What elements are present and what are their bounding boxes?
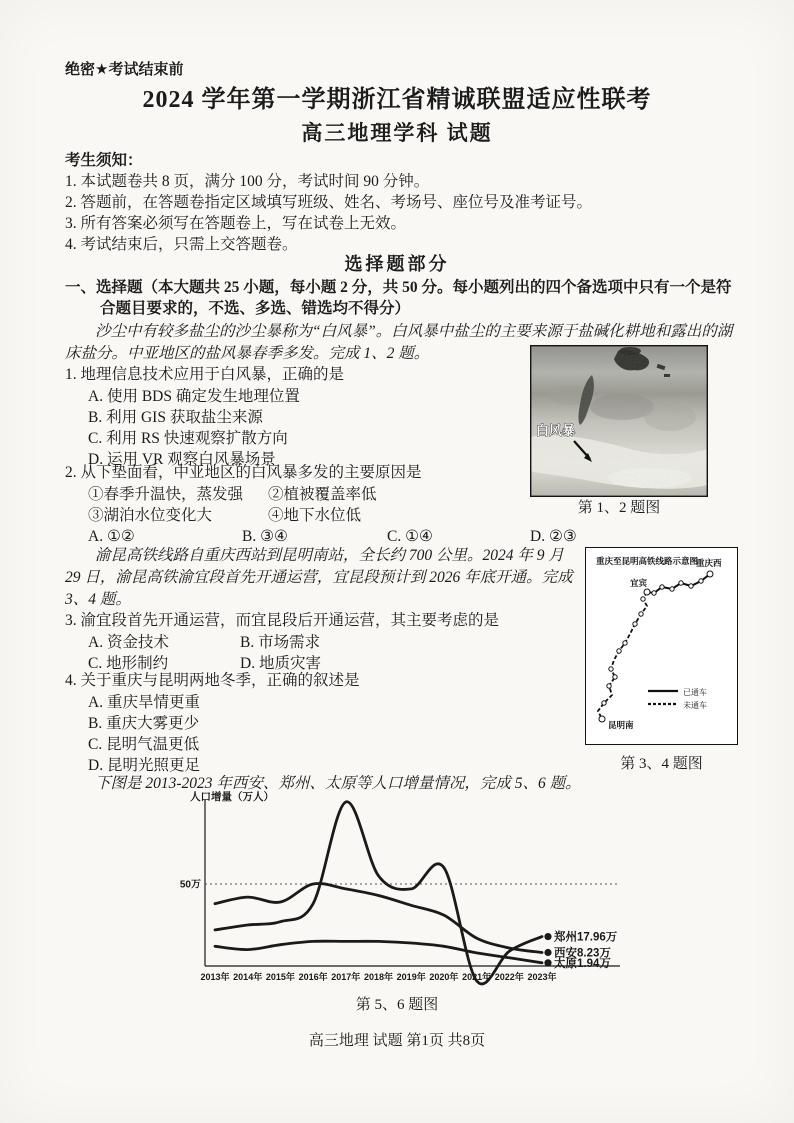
- page-footer: 高三地理 试题 第1页 共8页: [308, 1033, 486, 1049]
- secrecy-label: 绝密★考试结束前: [65, 61, 184, 78]
- passage2-line3: 3、4 题。: [65, 591, 131, 608]
- q4-option-a: A. 重庆旱情更重: [88, 694, 200, 711]
- station-label-chongqingxi: 重庆西: [696, 558, 722, 568]
- figure2-caption: 第 3、4 题图: [620, 756, 703, 772]
- q4-option-c: C. 昆明气温更低: [88, 736, 200, 753]
- svg-text:2017年: 2017年: [331, 972, 361, 982]
- q2-numbered-4: ④地下水位低: [268, 507, 362, 524]
- svg-text:西安8.23万: 西安8.23万: [554, 947, 611, 960]
- legend-label-opened: 已通车: [683, 688, 707, 697]
- q3-option-b: B. 市场需求: [240, 634, 321, 651]
- white-storm-label: 白风暴: [536, 423, 576, 438]
- svg-text:2016年: 2016年: [298, 972, 328, 982]
- svg-text:人口增量（万人）: 人口增量（万人）: [190, 791, 274, 803]
- section-instruction-line2: 合题目要求的，不选、多选、错选均不得分）: [100, 300, 411, 317]
- notice-item-1: 1. 本试题卷共 8 页，满分 100 分，考试时间 90 分钟。: [65, 173, 430, 190]
- legend-label-unopened: 未通车: [683, 701, 707, 710]
- svg-text:郑州17.96万: 郑州17.96万: [554, 931, 618, 944]
- svg-text:2013年: 2013年: [200, 972, 230, 982]
- svg-text:2014年: 2014年: [233, 972, 263, 982]
- svg-text:2018年: 2018年: [363, 972, 394, 982]
- svg-text:2019年: 2019年: [396, 972, 426, 982]
- svg-text:2023年: 2023年: [527, 972, 557, 982]
- section-instruction-line1: 一、选择题（本大题共 25 小题，每小题 2 分，共 50 分。每小题列出的四个备选项中只有一个是符: [65, 279, 732, 296]
- q3-option-c: C. 地形制约: [88, 655, 169, 672]
- q2-option-d: D. ②③: [530, 528, 577, 545]
- svg-text:50万: 50万: [179, 879, 201, 891]
- railway-unopened-segment: [598, 592, 647, 719]
- q4-option-b: B. 重庆大雾更少: [88, 715, 200, 732]
- passage2-line1: 渝昆高铁线路自重庆西站到昆明南站，全长约 700 公里。2024 年 9 月: [95, 547, 564, 564]
- figure2-railway-map: [585, 547, 738, 745]
- q1-option-a: A. 使用 BDS 确定发生地理位置: [88, 388, 300, 405]
- q3-option-d: D. 地质灾害: [240, 655, 321, 672]
- railway-stations: [599, 571, 713, 722]
- notice-item-3: 3. 所有答案必须写在答题卷上，写在试卷上无效。: [65, 215, 407, 232]
- q4-option-d: D. 昆明光照更足: [88, 757, 200, 774]
- q1-option-b: B. 利用 GIS 获取盐尘来源: [88, 409, 263, 426]
- figure1-satellite-image: [530, 345, 708, 497]
- q2-numbered-3: ③湖泊水位变化大: [88, 507, 213, 524]
- q1-stem: 1. 地理信息技术应用于白风暴，正确的是: [65, 366, 345, 383]
- svg-text:2021年: 2021年: [462, 972, 492, 982]
- q1-option-d: D. 运用 VR 观察白风暴场景: [88, 451, 276, 468]
- notice-item-4: 4. 考试结束后，只需上交答题卷。: [65, 236, 298, 253]
- station-label-kunmingnan: 昆明南: [608, 720, 634, 730]
- chart-caption: 第 5、6 题图: [355, 997, 439, 1013]
- q2-option-b: B. ③④: [242, 528, 288, 545]
- part-heading: 选择题部分: [344, 254, 450, 274]
- q4-stem: 4. 关于重庆与昆明两地冬季，正确的叙述是: [65, 672, 360, 689]
- passage2-line2: 29 日，渝昆高铁渝宜段首先开通运营，宜昆段预计到 2026 年底开通。完成: [65, 569, 573, 586]
- q2-option-a: A. ①②: [88, 528, 135, 545]
- paper-title-line1: 2024 学年第一学期浙江省精诚联盟适应性联考: [142, 87, 652, 113]
- q3-option-a: A. 资金技术: [88, 634, 169, 651]
- figure1-caption: 第 1、2 题图: [577, 500, 661, 516]
- passage1-line2: 床盐分。中亚地区的盐风暴春季多发。完成 1、2 题。: [65, 345, 430, 362]
- railway-map-title: 重庆至昆明高铁线路示意图: [596, 556, 699, 566]
- svg-text:2020年: 2020年: [429, 972, 459, 982]
- passage3-line1: 下图是 2013-2023 年西安、郑州、太原等人口增量情况，完成 5、6 题。: [95, 775, 581, 792]
- q2-option-c: C. ①④: [387, 528, 433, 545]
- station-label-yibin: 宜宾: [630, 578, 648, 588]
- satellite-image-graphic: [530, 345, 708, 497]
- svg-text:太原1.94万: 太原1.94万: [554, 957, 611, 970]
- q3-stem: 3. 渝宜段首先开通运营，而宜昆段后开通运营，其主要考虑的是: [65, 612, 500, 629]
- notice-item-2: 2. 答题前，在答题卷指定区域填写班级、姓名、考场号、座位号及准考证号。: [65, 194, 593, 211]
- q1-option-c: C. 利用 RS 快速观察扩散方向: [88, 430, 288, 447]
- q2-stem: 2. 从下垫面看，中亚地区的白风暴多发的主要原因是: [65, 464, 422, 481]
- passage1-line1: 沙尘中有较多盐尘的沙尘暴称为“白风暴”。白风暴中盐尘的主要来源于盐碱化耕地和露出的湖: [95, 323, 733, 340]
- notice-heading: 考生须知：: [65, 152, 143, 169]
- paper-title-line2: 高三地理学科 试题: [301, 121, 493, 145]
- q2-numbered-1: ①春季升温快，蒸发强: [88, 486, 244, 503]
- population-growth-chart: [170, 788, 635, 1000]
- svg-text:2022年: 2022年: [494, 972, 524, 982]
- svg-text:2015年: 2015年: [265, 972, 295, 982]
- q2-numbered-2: ②植被覆盖率低: [268, 486, 377, 503]
